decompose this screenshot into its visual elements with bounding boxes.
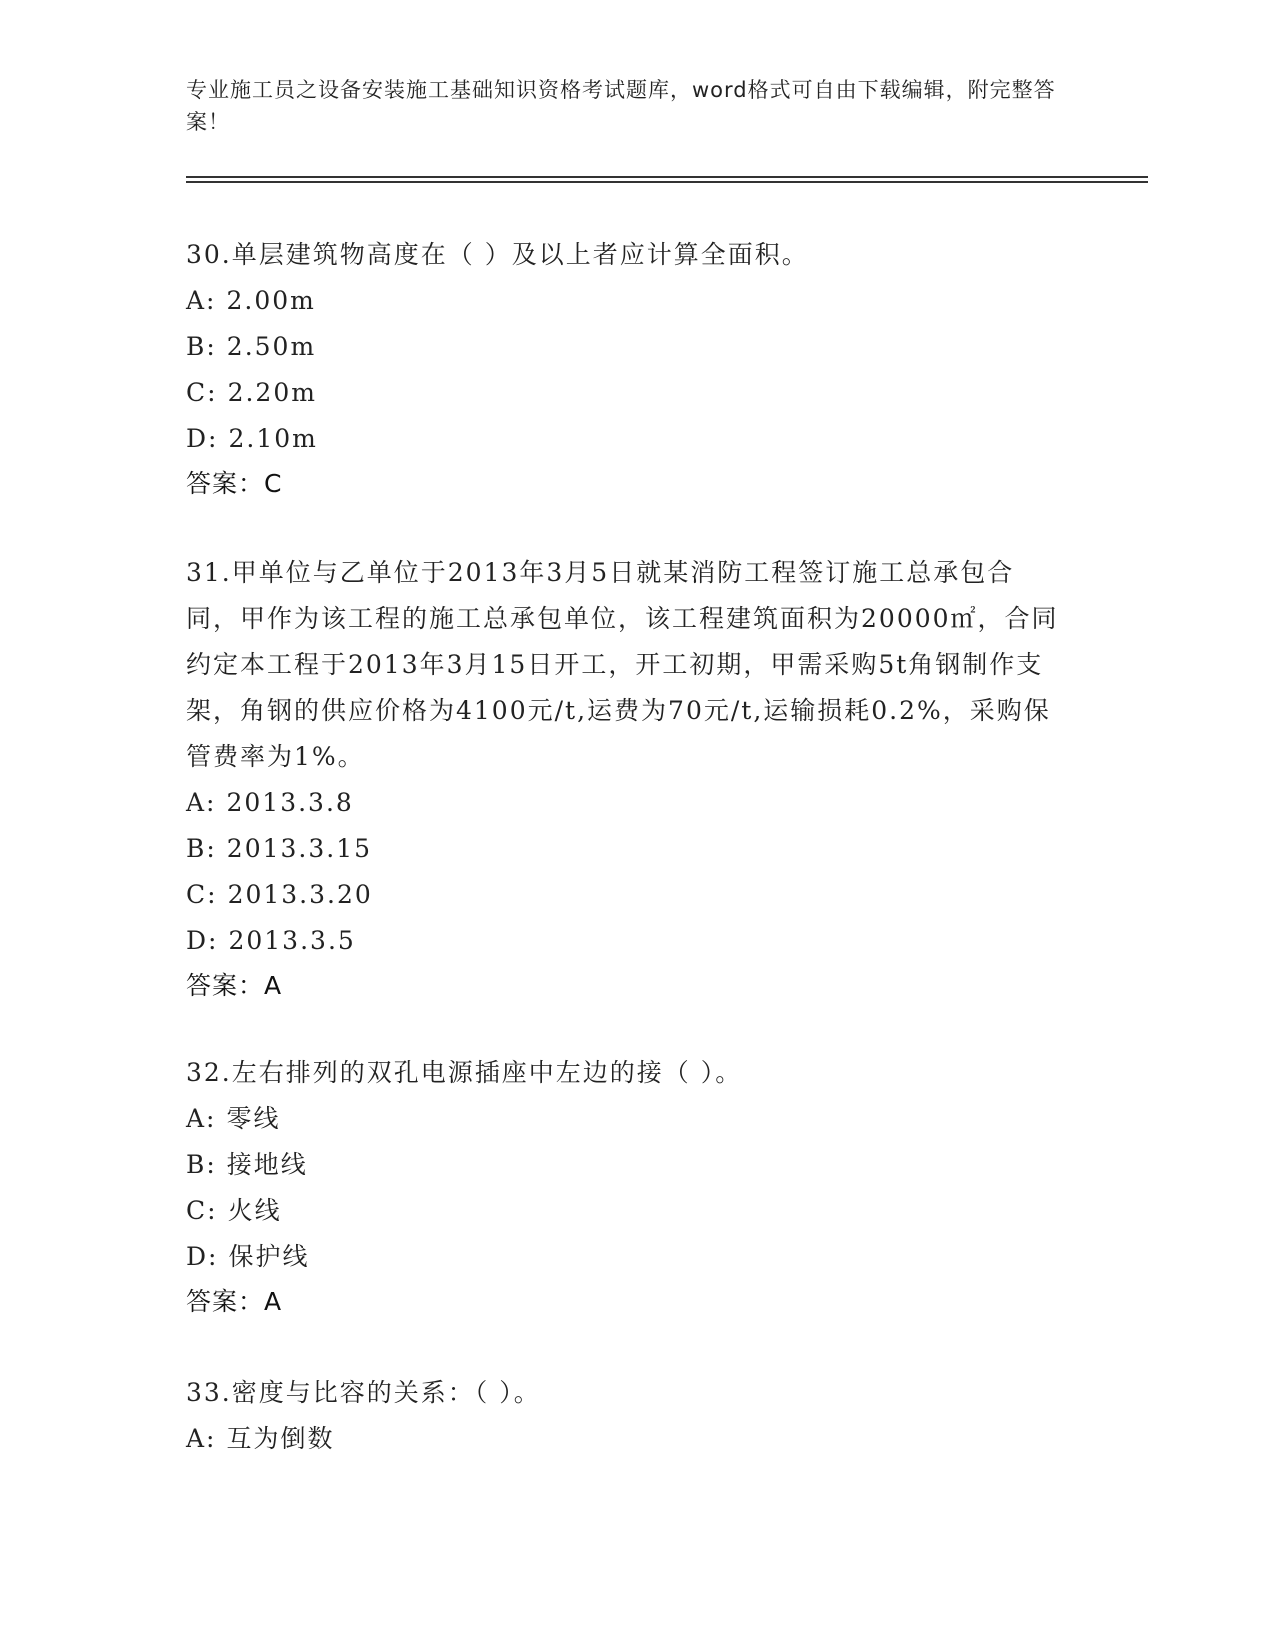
question-stem: 31.甲单位与乙单位于2013年3月5日就某消防工程签订施工总承包合同，甲作为该工程的施工总承包单位，该工程建筑面积为20000㎡，合同约定本工程于2013年3月15日开工，开工初期，甲需采购5t角钢制作支架，角钢的供应价格为4100元/t,运费为70元/t,运输损耗0.2%，采购保管费率为1%。 (186, 558, 1059, 771)
option-key: B: (186, 332, 217, 361)
option-key: B: (186, 1150, 217, 1179)
option-text: 2.20m (227, 378, 317, 407)
option-text: 2013.3.15 (226, 834, 373, 863)
answer-line: 答案：A (186, 1287, 283, 1316)
option-c (186, 872, 1066, 918)
option-key: D: (186, 926, 219, 955)
option-text: 互为倒数 (226, 1424, 335, 1453)
option-text: 2013.3.5 (228, 926, 356, 955)
option-b (186, 324, 1066, 370)
option-text: 保护线 (228, 1242, 310, 1271)
option-key: A: (186, 1424, 217, 1453)
option-text: 2013.3.8 (226, 788, 354, 817)
option-d (186, 416, 1066, 462)
document-header: 专业施工员之设备安装施工基础知识资格考试题库，word格式可自由下载编辑，附完整答案！ (186, 78, 1056, 134)
header-divider-bottom (186, 181, 1148, 183)
option-key: A: (186, 286, 217, 315)
question-33 (186, 1370, 1066, 1462)
question-stem: 33.密度与比容的关系：（ ）。 (186, 1378, 541, 1407)
option-d (186, 1234, 1066, 1280)
question-31 (186, 550, 1066, 1008)
option-b (186, 826, 1066, 872)
option-text: 2013.3.20 (227, 880, 373, 909)
option-c (186, 370, 1066, 416)
option-text: 2.10m (228, 424, 318, 453)
header-divider-top (186, 176, 1148, 178)
question-stem: 30.单层建筑物高度在（ ）及以上者应计算全面积。 (186, 240, 809, 269)
option-key: C: (186, 880, 218, 909)
option-d (186, 918, 1066, 964)
option-a (186, 780, 1066, 826)
question-stem: 32.左右排列的双孔电源插座中左边的接（ ）。 (186, 1058, 743, 1087)
answer-line: 答案：C (186, 469, 283, 498)
question-30 (186, 232, 1066, 506)
option-b (186, 1142, 1066, 1188)
option-a (186, 1096, 1066, 1142)
option-key: A: (186, 1104, 217, 1133)
option-text: 火线 (227, 1196, 282, 1225)
option-key: A: (186, 788, 217, 817)
option-a (186, 278, 1066, 324)
option-text: 2.00m (226, 286, 316, 315)
option-c (186, 1188, 1066, 1234)
option-text: 接地线 (226, 1150, 308, 1179)
option-text: 零线 (226, 1104, 281, 1133)
question-32 (186, 1050, 1066, 1324)
option-key: D: (186, 1242, 219, 1271)
answer-line: 答案：A (186, 971, 283, 1000)
option-key: B: (186, 834, 217, 863)
option-text: 2.50m (226, 332, 317, 361)
option-key: C: (186, 1196, 218, 1225)
option-a (186, 1416, 1066, 1462)
option-key: C: (186, 378, 218, 407)
option-key: D: (186, 424, 219, 453)
